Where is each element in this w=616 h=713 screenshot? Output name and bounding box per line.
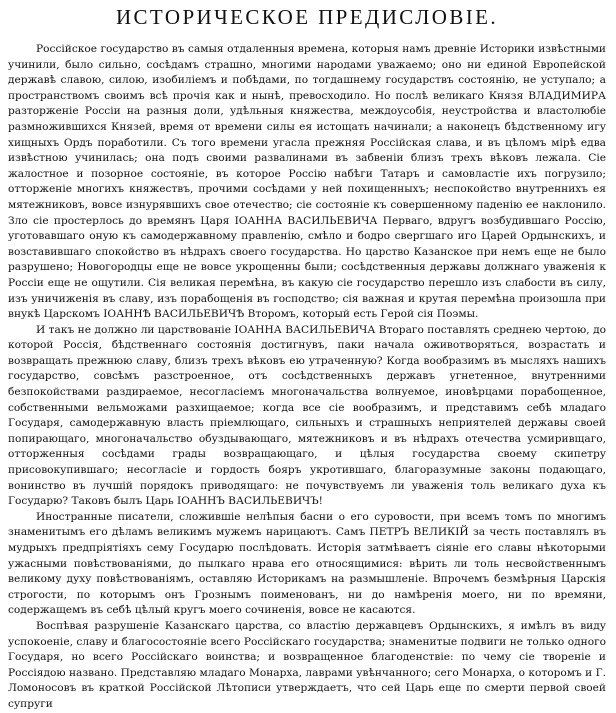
paragraph: Россійское государство въ самыя отдаленныя времена, которыя намъ древніе Историки извѣстными учинили, было сильно, сосѣдамъ страшно, многими народами уважаемо; оно ни единой Европейской державѣ славою, силою, изобиліемъ и побѣдами, по тогдашнему государствъ состоянію, не уступало; а пространствомъ своимъ всѣ прочія как и нынѣ, превосходило. Но послѣ великаго Князя ВЛАДИМИРА разторженіе Россіи на разныя доли, удѣльныя княжества, междоусобія, неустройства и властолюбіе размножившихся Князей, время от времени силы ея истощать начинали; а наконецъ бѣдственному игу хищныхъ Ордъ поработили. Съ того времени угасла прежняя Россійская слава, и въ цѣломъ мірѣ едва извѣстною учинилась; она подъ своими развалинами въ забвеніи близъ трехъ вѣковъ лежала. Сіе жалостное и позорное состояніе, въ которое Россію набѣги Татаръ и самовластіе ихъ погрузило; отторженіе многихъ княжествъ, прочими сосѣдами у ней похищенныхъ; неспокойство внутреннихъ ея мятежниковъ, вовсе изнурявшихъ свое отечество; сіе состояніе къ совершенному паденію ее наклонило. Зло сіе простерлось до времянъ Царя ІОАННА ВАСИЛЬЕВИЧА Перваго, вдругъ возбудившаго Россію, уготовавшаго оную къ самодержавному правленію, смѣло и бодро свергшаго иго Царей Ордынскихъ, и возставившаго спокойство въ нѣдрахъ своего государства. Но царство Казанское при немъ еще не было разрушено; Новогородцы еще не вовсе укрощенны были; сосѣдственныя державы должнаго уваженія к Россіи еще не ощутили. Сія великая перемѣна, въ какую сіе государство перешло изъ слабости въ силу, изъ уничиженія въ славу, изъ порабощенія въ господство; сія важная и крутая перемѣна произошла при внукѣ Царскомъ ІОАННѢ ВАСИЛЬЕВИЧѢ Второмъ, который есть Герой сія Поэмы. [8,43,606,321]
paragraph: Иностранные писатели, сложившіе нелѣпыя басни о его суровости, при всемъ томъ по многимъ знаменитымъ его дѣламъ великимъ мужемъ нарицаютъ. Самъ ПЕТРЪ ВЕЛИКІЙ за честь поставлялъ въ мудрыхъ предпріятіяхъ сему Государю послѣдовать. Исторія затмѣваетъ сіяніе его славы нѣкоторыми ужасными повѣствованіями, до пылкаго нрава его относящимися: вѣрить ли толь несвойственнымъ великому духу повѣствованіямъ, оставляю Историкамъ на размышленіе. Впрочемъ безмѣрныя Царскія строгости, по которымъ онъ Грознымъ поименованъ, ни до намѣренія моего, ни по времяни, содержащемъ въ себѣ цѣлый кругъ моего сочиненія, вовсе не касаются. [8,510,606,617]
page-title: ИСТОРИЧЕСКОЕ ПРЕДИСЛОВІЕ. [115,5,499,29]
document-body [8,42,606,713]
paragraph: И такъ не должно ли царствованіе ІОАННА ВАСИЛЬЕВИЧА Втораго поставлять среднею чертою, до которой Россія, бѣдственнаго состоянія достигнувъ, паки начала оживотворяться, возрастать и возвращать прежнюю славу, близъ трехъ вѣковъ ею утраченную? Когда вообразимъ въ мысляхъ нашихъ государство, совсѣмъ разстроенное, отъ сосѣдственныхъ державъ угнетенное, внутренними безпокойствами раздираемое, несогласіемъ многоначальства волнуемое, иновѣрцами порабощенное, собственными вельможами разхищаемое; когда все сіе вообразимъ, и представимъ себѣ младаго Государя, самодержавную власть пріемлющаго, сильныхъ и страшныхъ неприятелей державы своей попирающаго, многоначальство обуздывающаго, мятежниковъ и въ нѣдрахъ отечества усмиривщаго, отторженныя сосѣдами грады возвращающаго, и цѣлыя государства своему скипетру присовокупившаго; несогласіе и гордость бояръ укротившаго, благоразумные законы подающаго, вонинство въ лучшій порядокъ приводящаго: не почувствуемъ ли уваженія толь великаго духа къ Государю? Таковъ былъ Царь ІОАННЪ ВАСИЛЬЕВИЧЪ! [8,323,606,508]
paragraph: Воспѣвая разрушеніе Казанскаго царства, со властію державцевъ Ордынскихъ, я имѣлъ въ виду успокоеніе, славу и благосостояніе всего Россійскаго государства; знаменитые подвиги не только одного Государя, но всего Россійскаго воинства; и возвращенное благоденствіе: по чему сіе твореніе и Россіядою названо. Представляю младаго Монарха, лаврами увѣнчанного; сего Монарха, о которомъ и Г. Ломоносовъ въ краткой Россійской Лѣтописи утверждаетъ, что сей Царь еще по смерти первой своей супруги [8,619,606,710]
